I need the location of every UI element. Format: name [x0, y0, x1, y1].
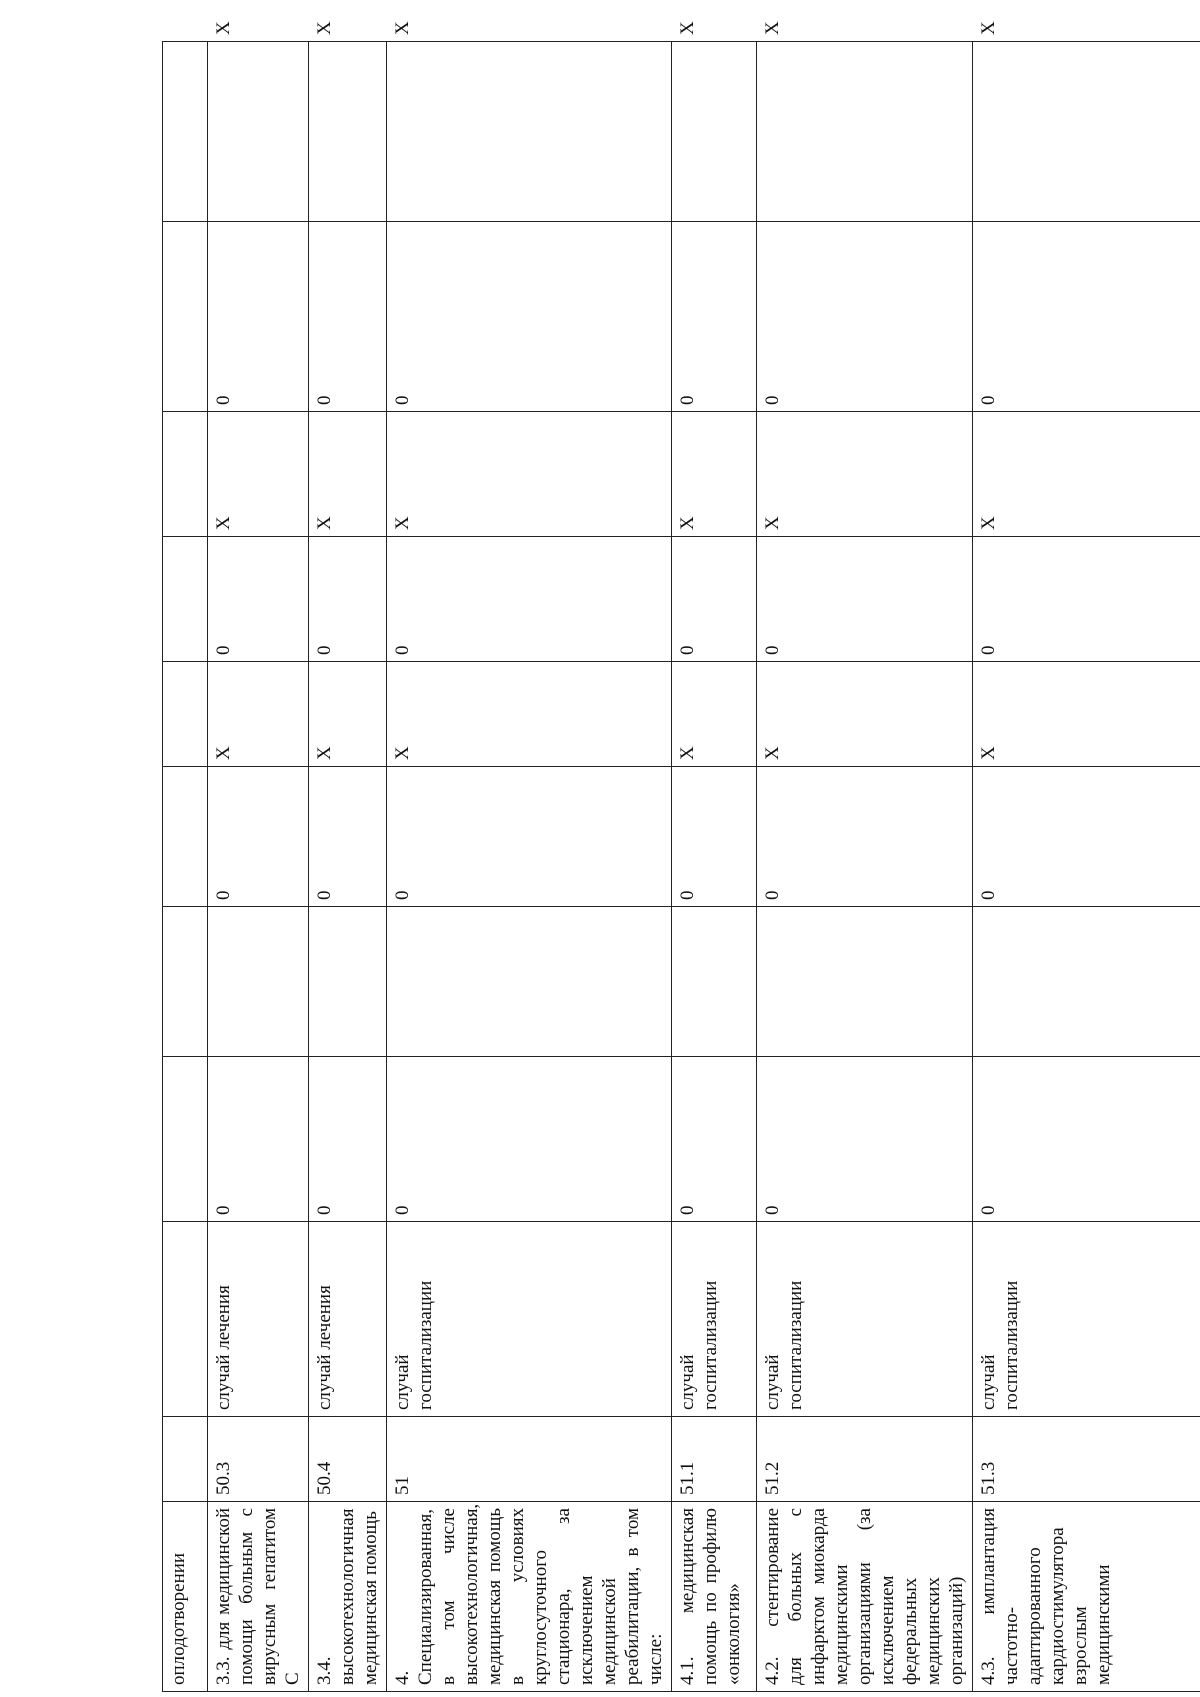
row-code-cell: 51.1	[672, 1417, 757, 1502]
row-code-cell: 51.3	[973, 1417, 1200, 1502]
table-cell	[163, 1417, 208, 1502]
row-unit-cell: случай госпитализации	[387, 1222, 672, 1417]
data-table	[162, 21, 1200, 1692]
value-cell: 0	[387, 537, 672, 662]
row-unit-cell: случай лечения	[208, 1222, 309, 1417]
table-cell	[163, 907, 208, 1057]
value-cell: 0	[208, 222, 309, 412]
value-cell: 0	[757, 537, 973, 662]
not-applicable-mark: X	[309, 662, 387, 767]
not-applicable-mark: X	[757, 662, 973, 767]
value-cell	[757, 42, 973, 222]
table-cell	[163, 662, 208, 767]
value-cell: 0	[672, 767, 757, 907]
value-cell: 0	[208, 767, 309, 907]
document-page	[162, 21, 1162, 1692]
value-cell	[973, 907, 1200, 1057]
not-applicable-mark: X	[672, 662, 757, 767]
value-cell: 0	[309, 222, 387, 412]
table-row: 3.4. высокотехнологичная медицинская помощь 50.4 случай лечения 0 0 X 0 X 0 X	[309, 42, 387, 1692]
value-cell: 0	[309, 767, 387, 907]
table-row: 4.1. медицинская помощь по профилю «онкология» 51.1 случай госпитализации 0 0 X 0 X 0 X	[672, 42, 757, 1692]
value-cell: 0	[672, 537, 757, 662]
value-cell	[973, 42, 1200, 222]
row-unit-cell: случай госпитализации	[672, 1222, 757, 1417]
row-name-cell: 4.3. имплантация частотно-адаптированного кардиостимулятора взрослым медицинскими	[973, 1502, 1200, 1692]
value-cell: 0	[208, 537, 309, 662]
row-name-cell: 4.1. медицинская помощь по профилю «онкология»	[672, 1502, 757, 1692]
value-cell: 0	[387, 222, 672, 412]
value-cell: 0	[757, 767, 973, 907]
value-cell: 0	[973, 767, 1200, 907]
table-cell	[163, 537, 208, 662]
value-cell: 0	[757, 1057, 973, 1222]
value-cell: 0	[757, 222, 973, 412]
value-cell: 0	[672, 1057, 757, 1222]
not-applicable-mark: X	[208, 412, 309, 537]
row-code-cell: 51.2	[757, 1417, 973, 1502]
table-row: 4.2. стентирование для больных с инфарктом миокарда медицинскими организациями (за исключением федеральных медицинских организаций) 51.2 случай госпитализации 0 0 X 0 X 0 X	[757, 42, 973, 1692]
rotated-table-container	[162, 21, 1162, 1692]
table-row	[163, 42, 208, 1692]
table-row: 3.3. для медицинской помощи больным с вирусным гепатитом С 50.3 случай лечения 0 0 X 0 X 0 X	[208, 42, 309, 1692]
table-cell	[163, 412, 208, 537]
value-cell	[309, 42, 387, 222]
value-cell	[672, 907, 757, 1057]
value-cell	[387, 42, 672, 222]
header-continued-cell: оплодотворении	[163, 1502, 208, 1692]
row-code-cell: 50.4	[309, 1417, 387, 1502]
row-code-cell: 51	[387, 1417, 672, 1502]
value-cell	[208, 907, 309, 1057]
not-applicable-mark: X	[973, 662, 1200, 767]
row-code-cell: 50.3	[208, 1417, 309, 1502]
value-cell: 0	[973, 1057, 1200, 1222]
value-cell	[309, 907, 387, 1057]
value-cell: 0	[387, 767, 672, 907]
not-applicable-mark: X	[973, 412, 1200, 537]
table-row: 4.3. имплантация частотно-адаптированного кардиостимулятора взрослым медицинскими 51.3 случай госпитализации 0 0 X 0 X 0 X	[973, 42, 1200, 1692]
table-row: 4. Специализированная, в том числе высокотехнологичная, медицинская помощь в условиях круглосуточного стационара, за исключением медицинской реабилитации, в том числе: 51 случай госпитализации 0 0 X 0 X 0 X	[387, 42, 672, 1692]
table-cell	[163, 767, 208, 907]
row-unit-cell: случай лечения	[309, 1222, 387, 1417]
not-applicable-mark: X	[672, 412, 757, 537]
not-applicable-mark: X	[208, 662, 309, 767]
value-cell	[757, 907, 973, 1057]
value-cell: 0	[208, 1057, 309, 1222]
not-applicable-mark: X	[309, 412, 387, 537]
value-cell: 0	[309, 537, 387, 662]
row-unit-cell: случай госпитализации	[757, 1222, 973, 1417]
not-applicable-mark: X	[387, 412, 672, 537]
row-name-cell: 4. Специализированная, в том числе высокотехнологичная, медицинская помощь в условиях круглосуточного стационара, за исключением медицинской реабилитации, в том числе:	[387, 1502, 672, 1692]
value-cell	[208, 42, 309, 222]
row-name-cell: 4.2. стентирование для больных с инфарктом миокарда медицинскими организациями (за исключением федеральных медицинских организаций)	[757, 1502, 973, 1692]
row-name-cell: 3.3. для медицинской помощи больным с вирусным гепатитом С	[208, 1502, 309, 1692]
value-cell: 0	[387, 1057, 672, 1222]
value-cell: 0	[672, 222, 757, 412]
row-name-cell: 3.4. высокотехнологичная медицинская помощь	[309, 1502, 387, 1692]
value-cell	[672, 42, 757, 222]
value-cell: 0	[973, 537, 1200, 662]
value-cell: 0	[309, 1057, 387, 1222]
table-cell	[163, 1057, 208, 1222]
value-cell	[387, 907, 672, 1057]
row-unit-cell: случай госпитализации	[973, 1222, 1200, 1417]
not-applicable-mark: X	[757, 412, 973, 537]
table-body	[163, 21, 1200, 1692]
table-cell	[163, 222, 208, 412]
value-cell: 0	[973, 222, 1200, 412]
table-cell	[163, 1222, 208, 1417]
not-applicable-mark: X	[387, 662, 672, 767]
table-cell	[163, 42, 208, 222]
